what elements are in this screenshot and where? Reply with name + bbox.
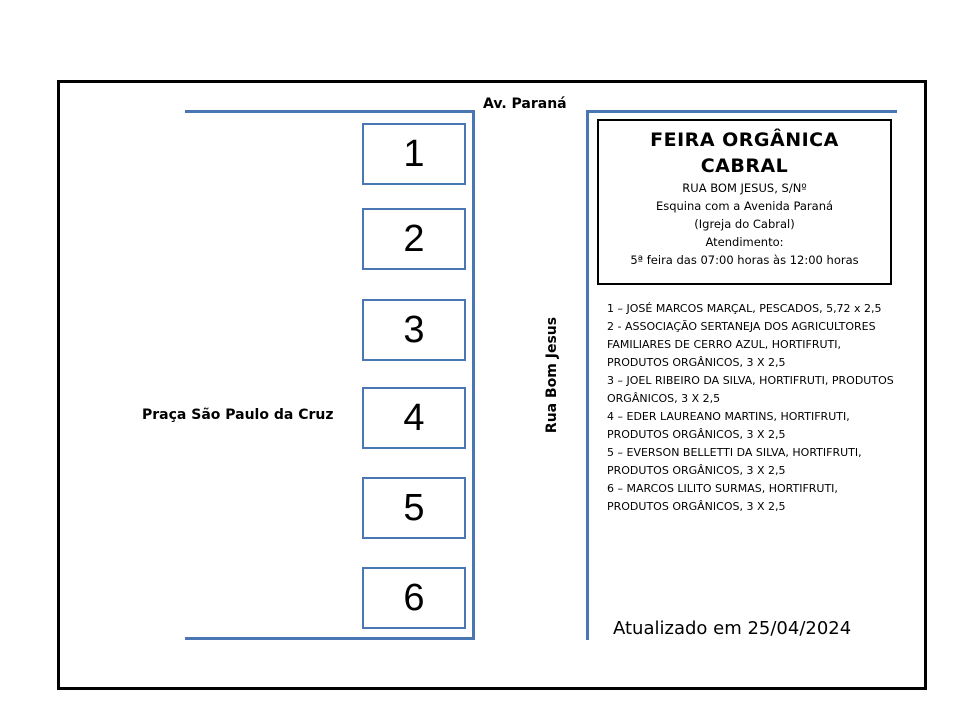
square-label: Praça São Paulo da Cruz bbox=[142, 407, 334, 423]
vendor-list bbox=[607, 300, 897, 516]
avenue-label: Av. Paraná bbox=[483, 96, 567, 112]
bottom-street-line bbox=[185, 637, 475, 640]
vendor-item-6: 6 – MARCOS LILITO SURMAS, HORTIFRUTI, PRODUTOS ORGÂNICOS, 3 X 2,5 bbox=[607, 482, 838, 513]
stall-3: 3 bbox=[362, 299, 466, 361]
top-right-street-line bbox=[587, 110, 897, 113]
vendor-item-5: 5 – EVERSON BELLETTI DA SILVA, HORTIFRUTI, PRODUTOS ORGÂNICOS, 3 X 2,5 bbox=[607, 446, 862, 477]
stall-1: 1 bbox=[362, 123, 466, 185]
vendor-item-4: 4 – EDER LAUREANO MARTINS, HORTIFRUTI, PRODUTOS ORGÂNICOS, 3 X 2,5 bbox=[607, 410, 850, 441]
left-vertical-street-line bbox=[472, 110, 475, 640]
right-vertical-street-line bbox=[586, 110, 589, 640]
fair-address: RUA BOM JESUS, S/Nº bbox=[682, 181, 807, 195]
stall-5: 5 bbox=[362, 477, 466, 539]
fair-corner: Esquina com a Avenida Paraná bbox=[655, 199, 834, 213]
stall-2: 2 bbox=[362, 208, 466, 270]
top-left-street-line bbox=[185, 110, 475, 113]
updated-date: Atualizado em 25/04/2024 bbox=[613, 618, 852, 639]
fair-title-line2: CABRAL bbox=[700, 155, 789, 177]
side-street-label: Rua Bom Jesus bbox=[544, 316, 560, 434]
fair-title-line1: FEIRA ORGÂNICA bbox=[650, 129, 839, 151]
stall-6: 6 bbox=[362, 567, 466, 629]
vendor-item-3: 3 – JOEL RIBEIRO DA SILVA, HORTIFRUTI, PRODUTOS ORGÂNICOS, 3 X 2,5 bbox=[607, 374, 894, 405]
vendor-item-1: 1 – JOSÉ MARCOS MARÇAL, PESCADOS, 5,72 x 2,5 bbox=[607, 302, 882, 315]
vendor-item-2: 2 - ASSOCIAÇÃO SERTANEJA DOS AGRICULTORES FAMILIARES DE CERRO AZUL, HORTIFRUTI, PRODUTOS ORGÂNICOS, 3 X 2,5 bbox=[607, 320, 876, 369]
stall-4: 4 bbox=[362, 387, 466, 449]
fair-service-label: Atendimento: bbox=[705, 235, 784, 249]
fair-schedule: 5ª feira das 07:00 horas às 12:00 horas bbox=[630, 253, 859, 267]
fair-landmark: (Igreja do Cabral) bbox=[694, 217, 795, 231]
fair-info-box bbox=[597, 119, 892, 285]
